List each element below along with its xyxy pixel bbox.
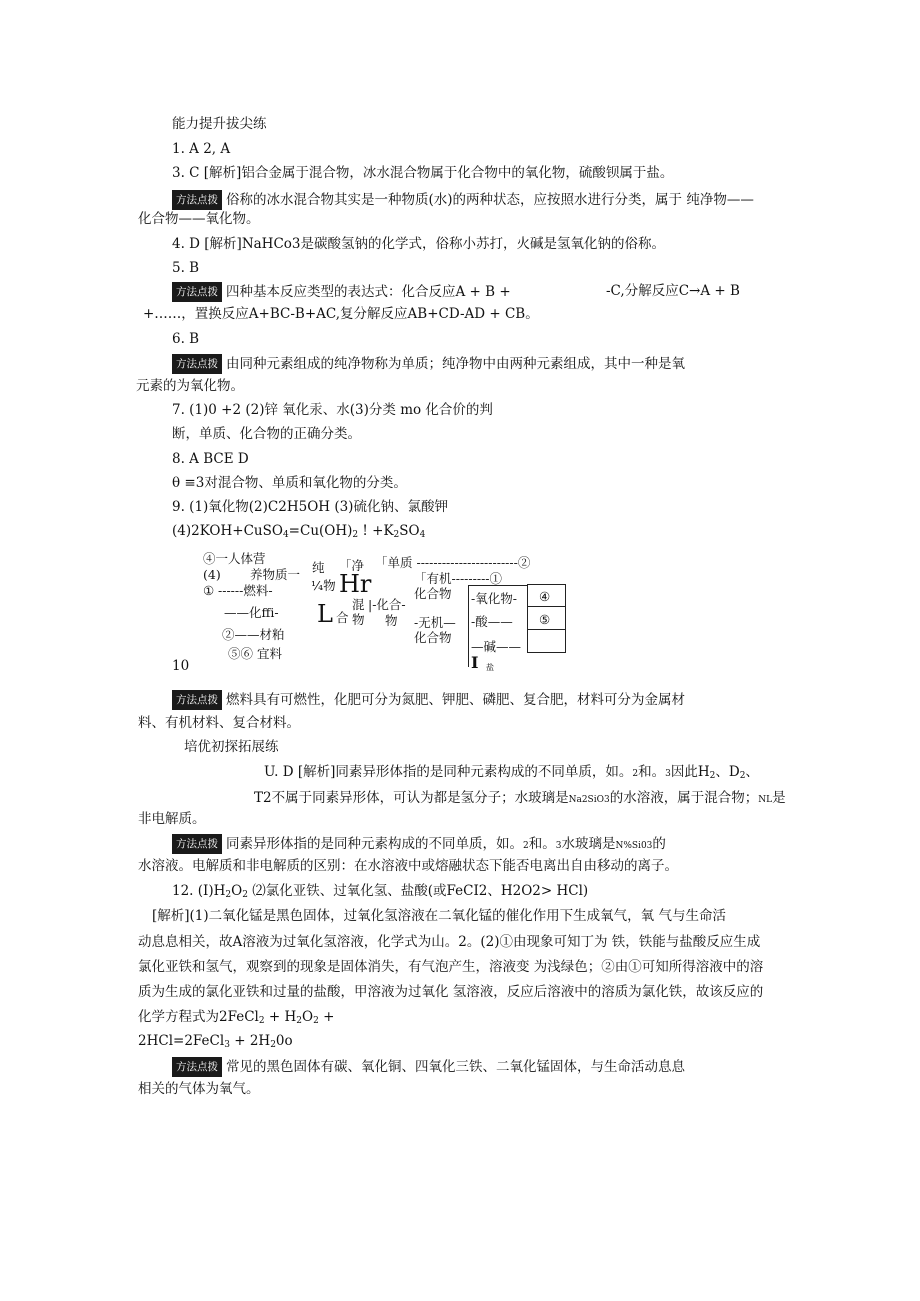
diagram-text: ——化ffi- — [224, 605, 279, 620]
method-tag: 方法点拨 — [172, 354, 222, 374]
tip-3-line-2: 化合物——氧化物。 — [138, 211, 260, 227]
diagram-line — [527, 606, 565, 607]
diagram-text: ¼物 — [311, 578, 336, 593]
eq-part: ! +K — [358, 523, 394, 539]
answer-9: 9. (1)氧化物(2)C2H5OH (3)硫化钠、氯酸钾 — [172, 499, 448, 515]
diagram-line — [468, 585, 469, 667]
text: T2不属于同素异形体，可认为都是氢分子；水玻璃是 — [254, 790, 569, 806]
answer-12 — [172, 882, 588, 904]
diagram-line — [468, 585, 528, 586]
subscript: 3 — [665, 769, 671, 779]
answer-9-equation — [172, 522, 425, 544]
tip-3-line-1 — [172, 190, 754, 210]
method-tag: 方法点拨 — [172, 190, 222, 210]
text: 因此H — [670, 764, 710, 780]
tip-3-text: 俗称的冰水混合物其实是一种物质(水)的两种状态，应按照水进行分类，属于 纯净物—— — [226, 192, 754, 208]
subscript: 2 — [523, 841, 529, 851]
answer-8: 8. A BCE D — [172, 451, 249, 467]
answer-7-line-2: 断，单质、化合物的正确分类。 — [172, 426, 361, 442]
subscript: 2 — [225, 890, 232, 900]
text: + — [318, 1009, 335, 1025]
diagram-text: ① — [203, 583, 215, 598]
text: 常见的黑色固体有碳、氧化铜、四氧化三铁、二氧化锰固体，与生命活动息息 — [226, 1059, 685, 1075]
tip-6-line-2: 元素的为氧化物。 — [136, 378, 244, 394]
diagram-text: ⑤ — [539, 612, 551, 627]
tip-10-line-1 — [172, 690, 685, 710]
diagram-text: 物 — [385, 613, 398, 628]
analysis-12-line-1: [解析](1)二氧化锰是黑色固体，过氧化氢溶液在二氧化锰的催化作用下生成氧气，氧 气与生命活 — [152, 908, 726, 924]
text: 2HCl=2FeCl — [138, 1033, 225, 1049]
diagram-text: ④ — [539, 589, 551, 604]
answer-8-note: θ ≡3对混合物、单质和氧化物的分类。 — [172, 475, 407, 491]
text: 和。 — [528, 836, 556, 852]
diagram-text: ⑤⑥ 宜料 — [228, 646, 282, 661]
tip-6-text: 由同种元素组成的纯净物称为单质；纯净物中由两种元素组成，其中一种是氧 — [226, 356, 685, 372]
text: U. D [解析]同素异形体指的是同种元素构成的不同单质，如。 — [264, 764, 633, 780]
diagram-text: 纯 — [312, 560, 325, 575]
text: 水玻璃是 — [561, 836, 616, 852]
text: 、 — [745, 764, 759, 780]
tip-11-line-1 — [172, 834, 666, 855]
answer-3: 3. C [解析]铝合金属于混合物，冰水混合物属于化合物中的氧化物，硫酸钡属于盐。 — [172, 165, 674, 181]
tip-5-text: 四种基本反应类型的表达式：化合反应A + B + — [226, 284, 511, 300]
subscript: 2 — [632, 769, 639, 779]
diagram-text: -无机— — [414, 615, 456, 630]
section-title-extension: 培优初探拓展练 — [184, 739, 279, 755]
tip-12-line-2: 相关的气体为氧气。 — [138, 1081, 260, 1097]
diagram-text: L — [317, 600, 333, 628]
tip-10-text: 燃料具有可燃性，化肥可分为氮肥、钾肥、磷肥、复合肥，材料可分为金属材 — [226, 692, 685, 708]
diagram-text: 「单质 ------------------------② — [375, 555, 531, 570]
text: 化学方程式为2FeCl — [138, 1009, 259, 1025]
tip-5-line-2: +……，置换反应A+BC-B+AC,复分解反应AB+CD-AD + CB。 — [143, 306, 539, 322]
diagram-text: ④一人体营 — [203, 551, 266, 566]
subscript: 3 — [555, 841, 562, 851]
answer-11-line-2 — [254, 789, 786, 809]
diagram-text: 合 — [336, 610, 349, 625]
subscript: 4 — [419, 530, 426, 540]
subscript: 2 — [242, 890, 248, 900]
subscript: 2 — [296, 1016, 302, 1026]
answer-6: 6. B — [172, 331, 200, 347]
diagram-text: |-化合- — [368, 597, 406, 612]
tip-12-line-1 — [172, 1057, 685, 1077]
formula: NL — [758, 795, 773, 805]
subscript: 3 — [224, 1040, 230, 1050]
diagram-text: 盐 — [486, 663, 494, 672]
text: 同素异形体指的是同种元素构成的不同单质，如。 — [226, 836, 523, 852]
diagram-text: (4) — [203, 567, 221, 582]
tip-11-line-2: 水溶液。电解质和非电解质的区别：在水溶液中或熔融状态下能否电离出自由移动的离子。 — [138, 858, 678, 874]
text: + 2H — [229, 1033, 271, 1049]
subscript: 2 — [739, 771, 746, 781]
text: O — [302, 1009, 314, 1025]
answer-5: 5. B — [172, 260, 200, 276]
method-tag: 方法点拨 — [172, 282, 222, 302]
diagram-text: ------燃料- — [218, 583, 273, 598]
answer-10: 10 — [172, 658, 190, 674]
text: 、D — [715, 764, 740, 780]
analysis-12-line-4: 质为生成的氯化亚铁和过量的盐酸，甲溶液为过氧化 氢溶液，反应后溶液中的溶质为氯化铁，故该反应的 — [138, 984, 764, 1000]
subscript: 4 — [282, 530, 289, 540]
tip-5-line-1b: -C,分解反应C→A + B — [606, 283, 740, 299]
subscript: 2 — [709, 771, 716, 781]
answer-7-line-1: 7. (1)0 +2 (2)锌 氧化汞、水(3)分类 mo 化合价的判 — [172, 402, 493, 418]
text: + H — [264, 1009, 297, 1025]
answer-11-line-1 — [264, 763, 759, 785]
formula: Na2SiO3 — [568, 795, 610, 805]
text: 0o — [275, 1033, 293, 1049]
section-title-ability: 能力提升拔尖练 — [172, 116, 267, 132]
eq-part: SO — [399, 523, 420, 539]
method-tag: 方法点拨 — [172, 834, 222, 854]
analysis-12-line-2: 动息息相关，故A溶液为过氧化氢溶液，化学式为山。2。(2)①由现象可知丁为 铁，铁能与盐酸反应生成 — [138, 934, 761, 950]
text: 12. (I)H — [172, 883, 226, 899]
diagram-text: 养物质一 — [250, 567, 301, 582]
tip-5-line-1 — [172, 282, 511, 302]
text: 的水溶液，属于混合物； — [609, 790, 759, 806]
answer-4: 4. D [解析]NaHCo3是碳酸氢钠的化学式，俗称小苏打，火碱是氢氧化钠的俗称。 — [172, 236, 665, 252]
eq-part: (4)2KOH+CuSO — [172, 523, 283, 539]
diagram-text: I — [471, 653, 479, 672]
subscript: 2 — [313, 1016, 319, 1026]
diagram-text: —碱—— — [471, 639, 522, 654]
subscript: 2 — [258, 1016, 265, 1026]
analysis-12-line-6 — [138, 1032, 293, 1054]
subscript: 2 — [270, 1040, 276, 1050]
method-tag: 方法点拨 — [172, 690, 222, 710]
text: 和。 — [638, 764, 666, 780]
diagram-text: 化合物 — [414, 630, 452, 645]
eq-part: =Cu(OH) — [288, 523, 353, 539]
text: 的 — [652, 836, 666, 852]
tip-6-line-1 — [172, 354, 685, 374]
diagram-text: Hr — [339, 570, 372, 598]
subscript: 2 — [352, 530, 359, 540]
formula: N%Si03 — [615, 841, 653, 851]
analysis-12-line-3: 氯化亚铁和氢气，观察到的现象是固体消失，有气泡产生，溶液变 为浅绿色；②由①可知所得溶液中的溶 — [138, 959, 764, 975]
diagram-text: -氧化物- — [471, 591, 517, 606]
diagram-line — [527, 629, 565, 630]
method-tag: 方法点拨 — [172, 1057, 222, 1077]
text: ⑵氯化亚铁、过氧化氢、盐酸(或FeCI2、H2O2> HCl) — [247, 883, 589, 899]
diagram-text: -酸—— — [471, 614, 513, 629]
diagram-text: 混 — [352, 597, 365, 612]
diagram-text: 「净 — [339, 558, 365, 573]
analysis-12-line-5 — [138, 1008, 334, 1030]
diagram-text: 物 — [352, 612, 365, 627]
answer-1-2: 1. A 2, A — [172, 141, 231, 157]
answer-11-line-3: 非电解质。 — [138, 811, 206, 827]
subscript: 2 — [393, 530, 400, 540]
diagram-text: 化合物 — [414, 586, 452, 601]
text: 是 — [772, 790, 786, 806]
diagram-text: ②——材粕 — [222, 627, 285, 642]
diagram-text: 「有机---------① — [414, 571, 503, 586]
tip-10-line-2: 料、有机材料、复合材料。 — [138, 715, 300, 731]
text: O — [231, 883, 243, 899]
